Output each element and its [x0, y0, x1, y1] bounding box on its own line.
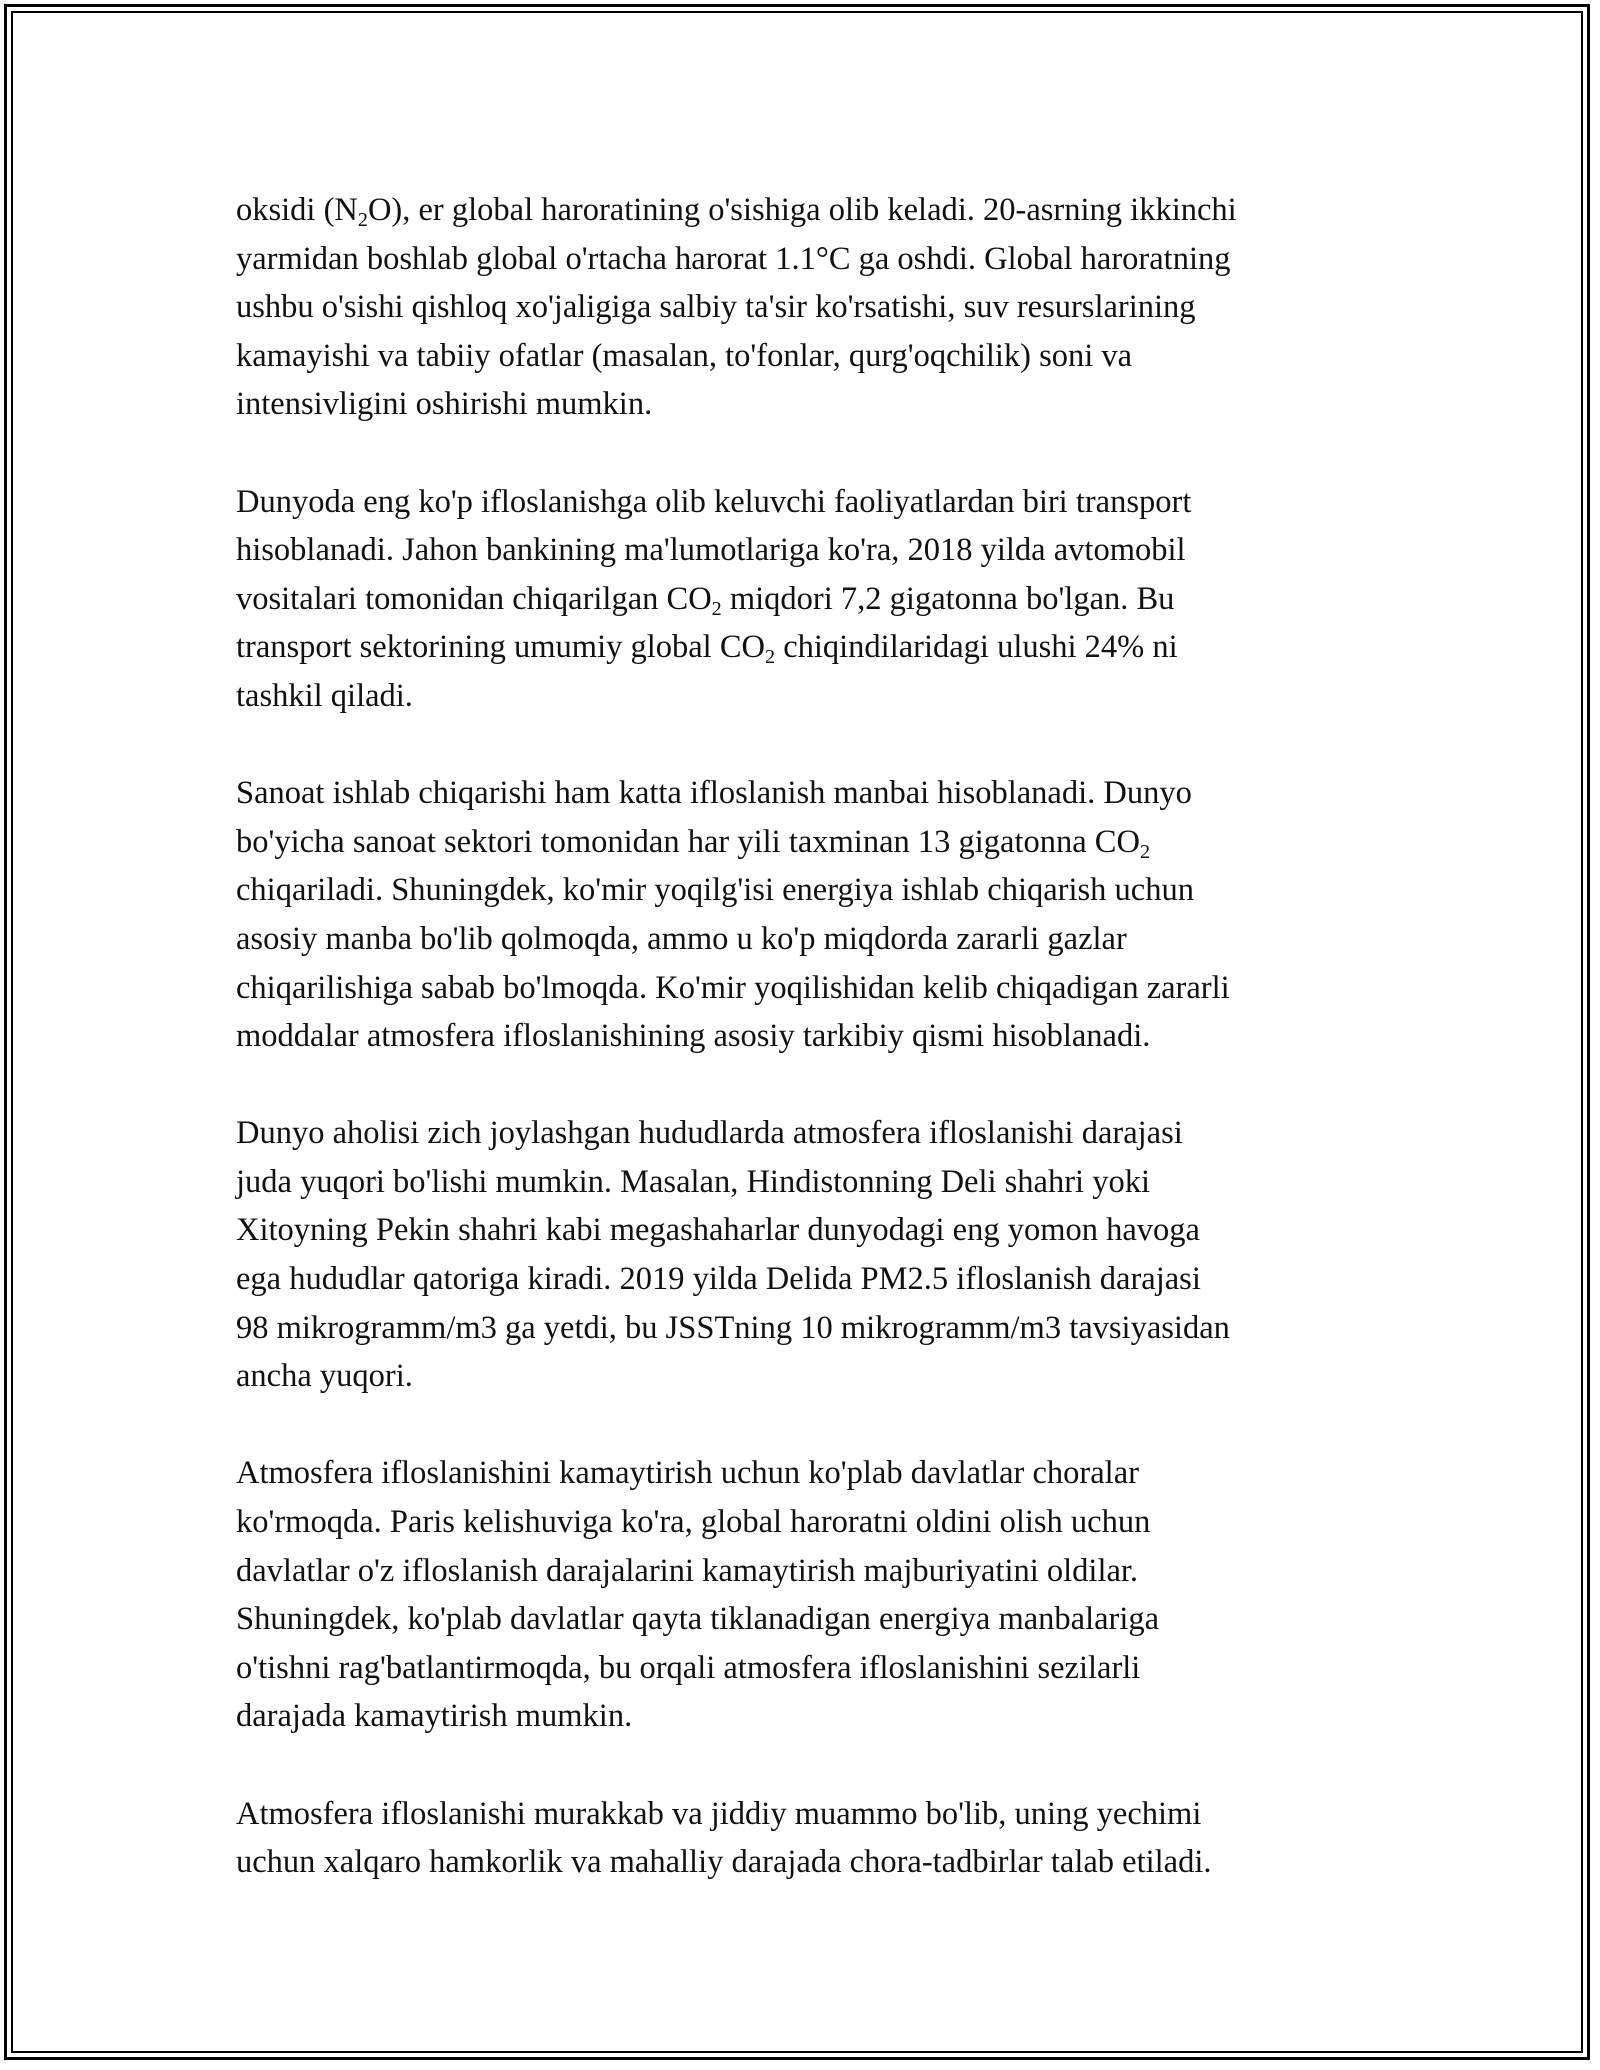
subscript-text: 2	[1139, 840, 1151, 863]
subscript-text: 2	[357, 209, 368, 232]
paragraph-text: Atmosfera ifloslanishi murakkab va jiddiy muammo bo'lib, uning yechimi uchun xalqaro hamkorlik va mahalliy darajada chora-tadbirlar talab etiladi.	[236, 1795, 1212, 1881]
paragraph-3	[236, 769, 1386, 1061]
paragraph-text: Dunyoda eng ko'p ifloslanishga olib keluvchi faoliyatlardan biri transport hisoblanadi. Jahon bankining ma'lumotlariga ko'ra, 2018 yilda avtomobil vositalari tomonidan chiqarilgan CO	[236, 483, 1192, 617]
paragraph-1	[236, 186, 1386, 429]
paragraph-4	[236, 1109, 1386, 1401]
paragraph-text: Atmosfera ifloslanishini kamaytirish uchun ko'plab davlatlar choralar ko'rmoqda. Paris kelishuviga ko'ra, global haroratni oldini olish uchun davlatlar o'z ifloslanish darajalarini kamaytirish majburiyatini oldilar. Shuningdek, ko'plab davlatlar qayta tiklanadigan energiya manbalariga o'tishni rag'batlantirmoqda, bu orqali atmosfera ifloslanishini sezilarli darajada kamaytirish mumkin.	[236, 1455, 1160, 1735]
subscript-text: 2	[711, 597, 722, 620]
paragraph-text: O), er global haroratining o'sishiga olib keladi. 20-asrning ikkinchi yarmidan boshlab global o'rtacha harorat 1.1°C ga oshdi. Global haroratning ushbu o'sishi qishloq xo'jaligiga salbiy ta'sir ko'rsatishi, suv resurslarining kamayishi va tabiiy ofatlar (masalan, to'fonlar, qurg'oqchilik) soni va intensivligini oshirishi mumkin.	[236, 192, 1237, 423]
paragraph-text: chiqariladi. Shuningdek, ko'mir yoqilg'isi energiya ishlab chiqarish uchun asosiy manba bo'lib qolmoqda, ammo u ko'p miqdorda zararli gazlar chiqarilishiga sabab bo'lmoqda. Ko'mir yoqilishidan kelib chiqadigan zararli moddalar atmosfera ifloslanishining asosiy tarkibiy qismi hisoblanadi.	[236, 872, 1230, 1055]
paragraph-text: Dunyo aholisi zich joylashgan hududlarda atmosfera ifloslanishi darajasi juda yuqori bo'lishi mumkin. Masalan, Hindistonning Deli shahri yoki Xitoyning Pekin shahri kabi megashaharlar dunyodagi eng yomon havoga ega hududlar qatoriga kiradi. 2019 yilda Delida PM2.5 ifloslanish darajasi 98 mikrogramm/m3 ga yetdi, bu JSSTning 10 mikrogramm/m3 tavsiyasidan ancha yuqori.	[236, 1115, 1230, 1395]
paragraph-5	[236, 1449, 1386, 1741]
paragraph-text: miqdori 7,2 gigatonna bo'lgan. Bu transport sektorining umumiy global CO	[236, 580, 1175, 666]
paragraph-6	[236, 1790, 1386, 1887]
paragraph-2	[236, 478, 1386, 721]
paragraph-text: chiqindilaridagi ulushi 24% ni tashkil qiladi.	[236, 629, 1178, 714]
paragraph-text: oksidi (N	[236, 192, 358, 228]
document-body	[236, 186, 1386, 1887]
paragraph-text: Sanoat ishlab chiqarishi ham katta ifloslanish manbai hisoblanadi. Dunyo bo'yicha sanoat sektori tomonidan har yili taxminan 13 gigatonna CO	[236, 775, 1192, 860]
subscript-text: 2	[764, 646, 776, 669]
